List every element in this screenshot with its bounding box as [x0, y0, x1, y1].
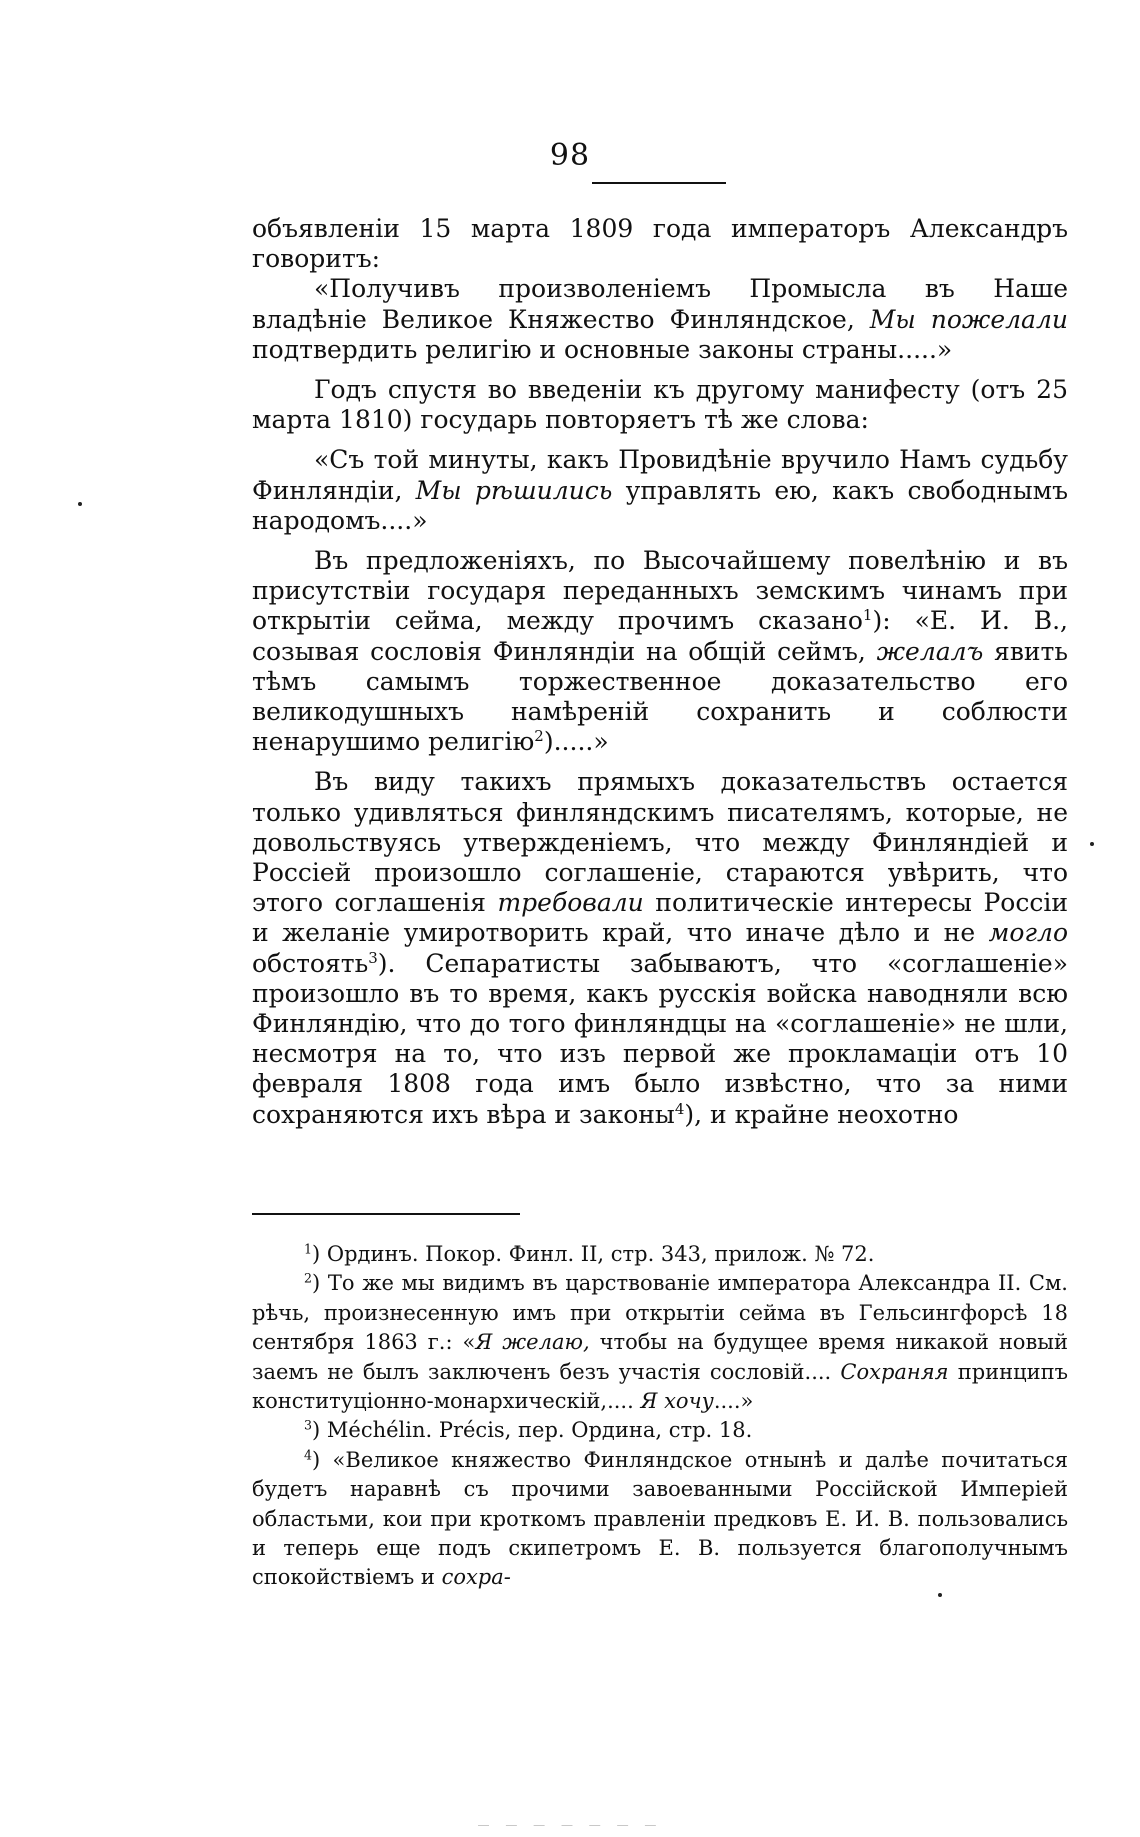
p4-italic: Мы рѣшились — [415, 475, 613, 505]
scan-speck — [1090, 842, 1094, 846]
scan-speck — [78, 502, 82, 506]
f2-text-a: ) То же мы видимъ въ царствованіе императора Александра II. См. рѣчь, произнесенную имъ при открытіи сейма въ Гельсингфорсѣ 18 сентября 1863 г.: « — [252, 1271, 1068, 1355]
footnote-3-mark: 3 — [304, 1417, 313, 1433]
paragraph-5 — [252, 546, 1068, 757]
footnote-4 — [252, 1446, 1068, 1593]
p2-text-b: подтвердить религію и основные законы страны.....» — [252, 334, 953, 364]
p5-text-a: Въ предложеніяхъ, по Высочайшему повелѣнію и въ присутствіи государя переданныхъ земскимъ чинамъ при открытіи сейма, между прочимъ сказано — [252, 546, 1068, 636]
footnote-ref-2: 2 — [534, 727, 544, 746]
f2-text-b: чтобы на будущее время никакой новый заемъ не былъ заключенъ безъ участія сословій.... — [252, 1330, 1068, 1384]
p6-italic-1: требовали — [497, 888, 644, 918]
footnote-2-mark: 2 — [304, 1270, 313, 1286]
f2-italic-3: Я хочу — [640, 1389, 714, 1414]
p4-text-b: управлять ею, какъ свободнымъ народомъ....» — [252, 475, 1068, 535]
footnote-separator — [252, 1213, 520, 1215]
footnote-ref-1: 1 — [862, 606, 873, 625]
p6-text-a: Въ виду такихъ прямыхъ доказательствъ остается только удивляться финляндскимъ писателямъ, которые, не довольствуясь утвержденіемъ, что между Финляндіей и Россіей произошло соглашеніе, стараются увѣрить, что этого соглашенія — [252, 767, 1068, 918]
footnotes — [252, 1240, 1068, 1593]
p5-text-d: ).....» — [543, 727, 609, 757]
p6-text-c: обстоять — [252, 948, 369, 978]
paragraph-3 — [252, 375, 1068, 435]
f2-text-d: ....» — [713, 1389, 754, 1414]
footnote-3 — [252, 1416, 1068, 1445]
footnote-ref-3: 3 — [368, 948, 378, 967]
p2-italic: Мы пожелали — [869, 304, 1068, 334]
p6-text-e: ), и крайне неохотно — [684, 1099, 959, 1129]
p5-text-b: ): «Е. И. В., созывая сословія Финляндіи на общій сеймъ, — [252, 606, 1068, 666]
paragraph-2-quote — [252, 274, 1068, 365]
paragraph-4-quote — [252, 445, 1068, 536]
f2-italic-1: Я желаю, — [475, 1330, 590, 1355]
page-number: 98 — [549, 138, 591, 173]
page-number-rule — [592, 182, 726, 184]
scan-edge-marks: — — — — — — — — [477, 1818, 663, 1832]
p6-italic-2: могло — [988, 918, 1068, 948]
p5-text-c: явить тѣмъ самымъ торжественное доказательство его великодушныхъ намѣреній сохранить и соблюсти ненарушимо религію — [252, 636, 1068, 757]
p4-text-a: «Съ той минуты, какъ Провидѣніе вручило Намъ судьбу Финляндіи, — [252, 445, 1068, 505]
paragraph-6 — [252, 767, 1068, 1129]
footnote-1-text: ) Ординъ. Покор. Финл. II, стр. 343, прилож. № 72. — [312, 1242, 875, 1266]
paragraph-1 — [252, 214, 1068, 274]
p5-italic: желалъ — [876, 636, 984, 666]
footnote-1 — [252, 1240, 1068, 1269]
footnote-ref-4: 4 — [674, 1099, 685, 1118]
footnote-1-mark: 1 — [304, 1241, 313, 1257]
f2-italic-2: Сохраняя — [840, 1359, 949, 1384]
p2-text-a: «Получивъ произволеніемъ Промысла въ Наше владѣніе Великое Княжество Финляндское, — [252, 274, 1068, 334]
p6-text-b: политическіе интересы Россіи и желаніе умиротворить край, что иначе дѣло и не — [252, 888, 1068, 948]
footnote-3-text: ) Méchélin. Précis, пер. Ордина, стр. 18. — [312, 1418, 753, 1443]
f2-text-c: принципъ конституціонно-монархическій,.... — [252, 1359, 1069, 1414]
footnote-4-mark: 4 — [304, 1447, 313, 1463]
footnote-2 — [252, 1269, 1068, 1416]
main-text — [252, 214, 1068, 1130]
p6-text-d: ). Сепаратисты забываютъ, что «соглашеніе» произошло въ то время, какъ русскія войска наводняли всю Финляндію, что до того финляндцы на «соглашеніе» не шли, несмотря на то, что изъ первой же прокламаціи отъ 10 февраля 1808 года имъ было извѣстно, что за ними сохраняются ихъ вѣра и законы — [252, 948, 1068, 1129]
paragraph-3-text: Годъ спустя во введеніи къ другому манифесту (отъ 25 марта 1810) государь повторяетъ тѣ же слова: — [252, 375, 1068, 435]
paragraph-1-text: объявленіи 15 марта 1809 года императоръ Александръ говоритъ: — [252, 214, 1068, 274]
f4-italic: сохра- — [441, 1565, 511, 1590]
scan-speck — [938, 1593, 942, 1597]
f4-text-a: ) «Великое княжество Финляндское отнынѣ и далѣе почитаться будетъ наравнѣ съ прочими завоеванными Россійской Имперіей областьми, кои при кроткомъ правленіи предковъ Е. И. В. пользовались и теперь еще подъ скипетромъ Е. В. пользуется благополучнымъ спокойствіемъ и — [252, 1447, 1068, 1590]
